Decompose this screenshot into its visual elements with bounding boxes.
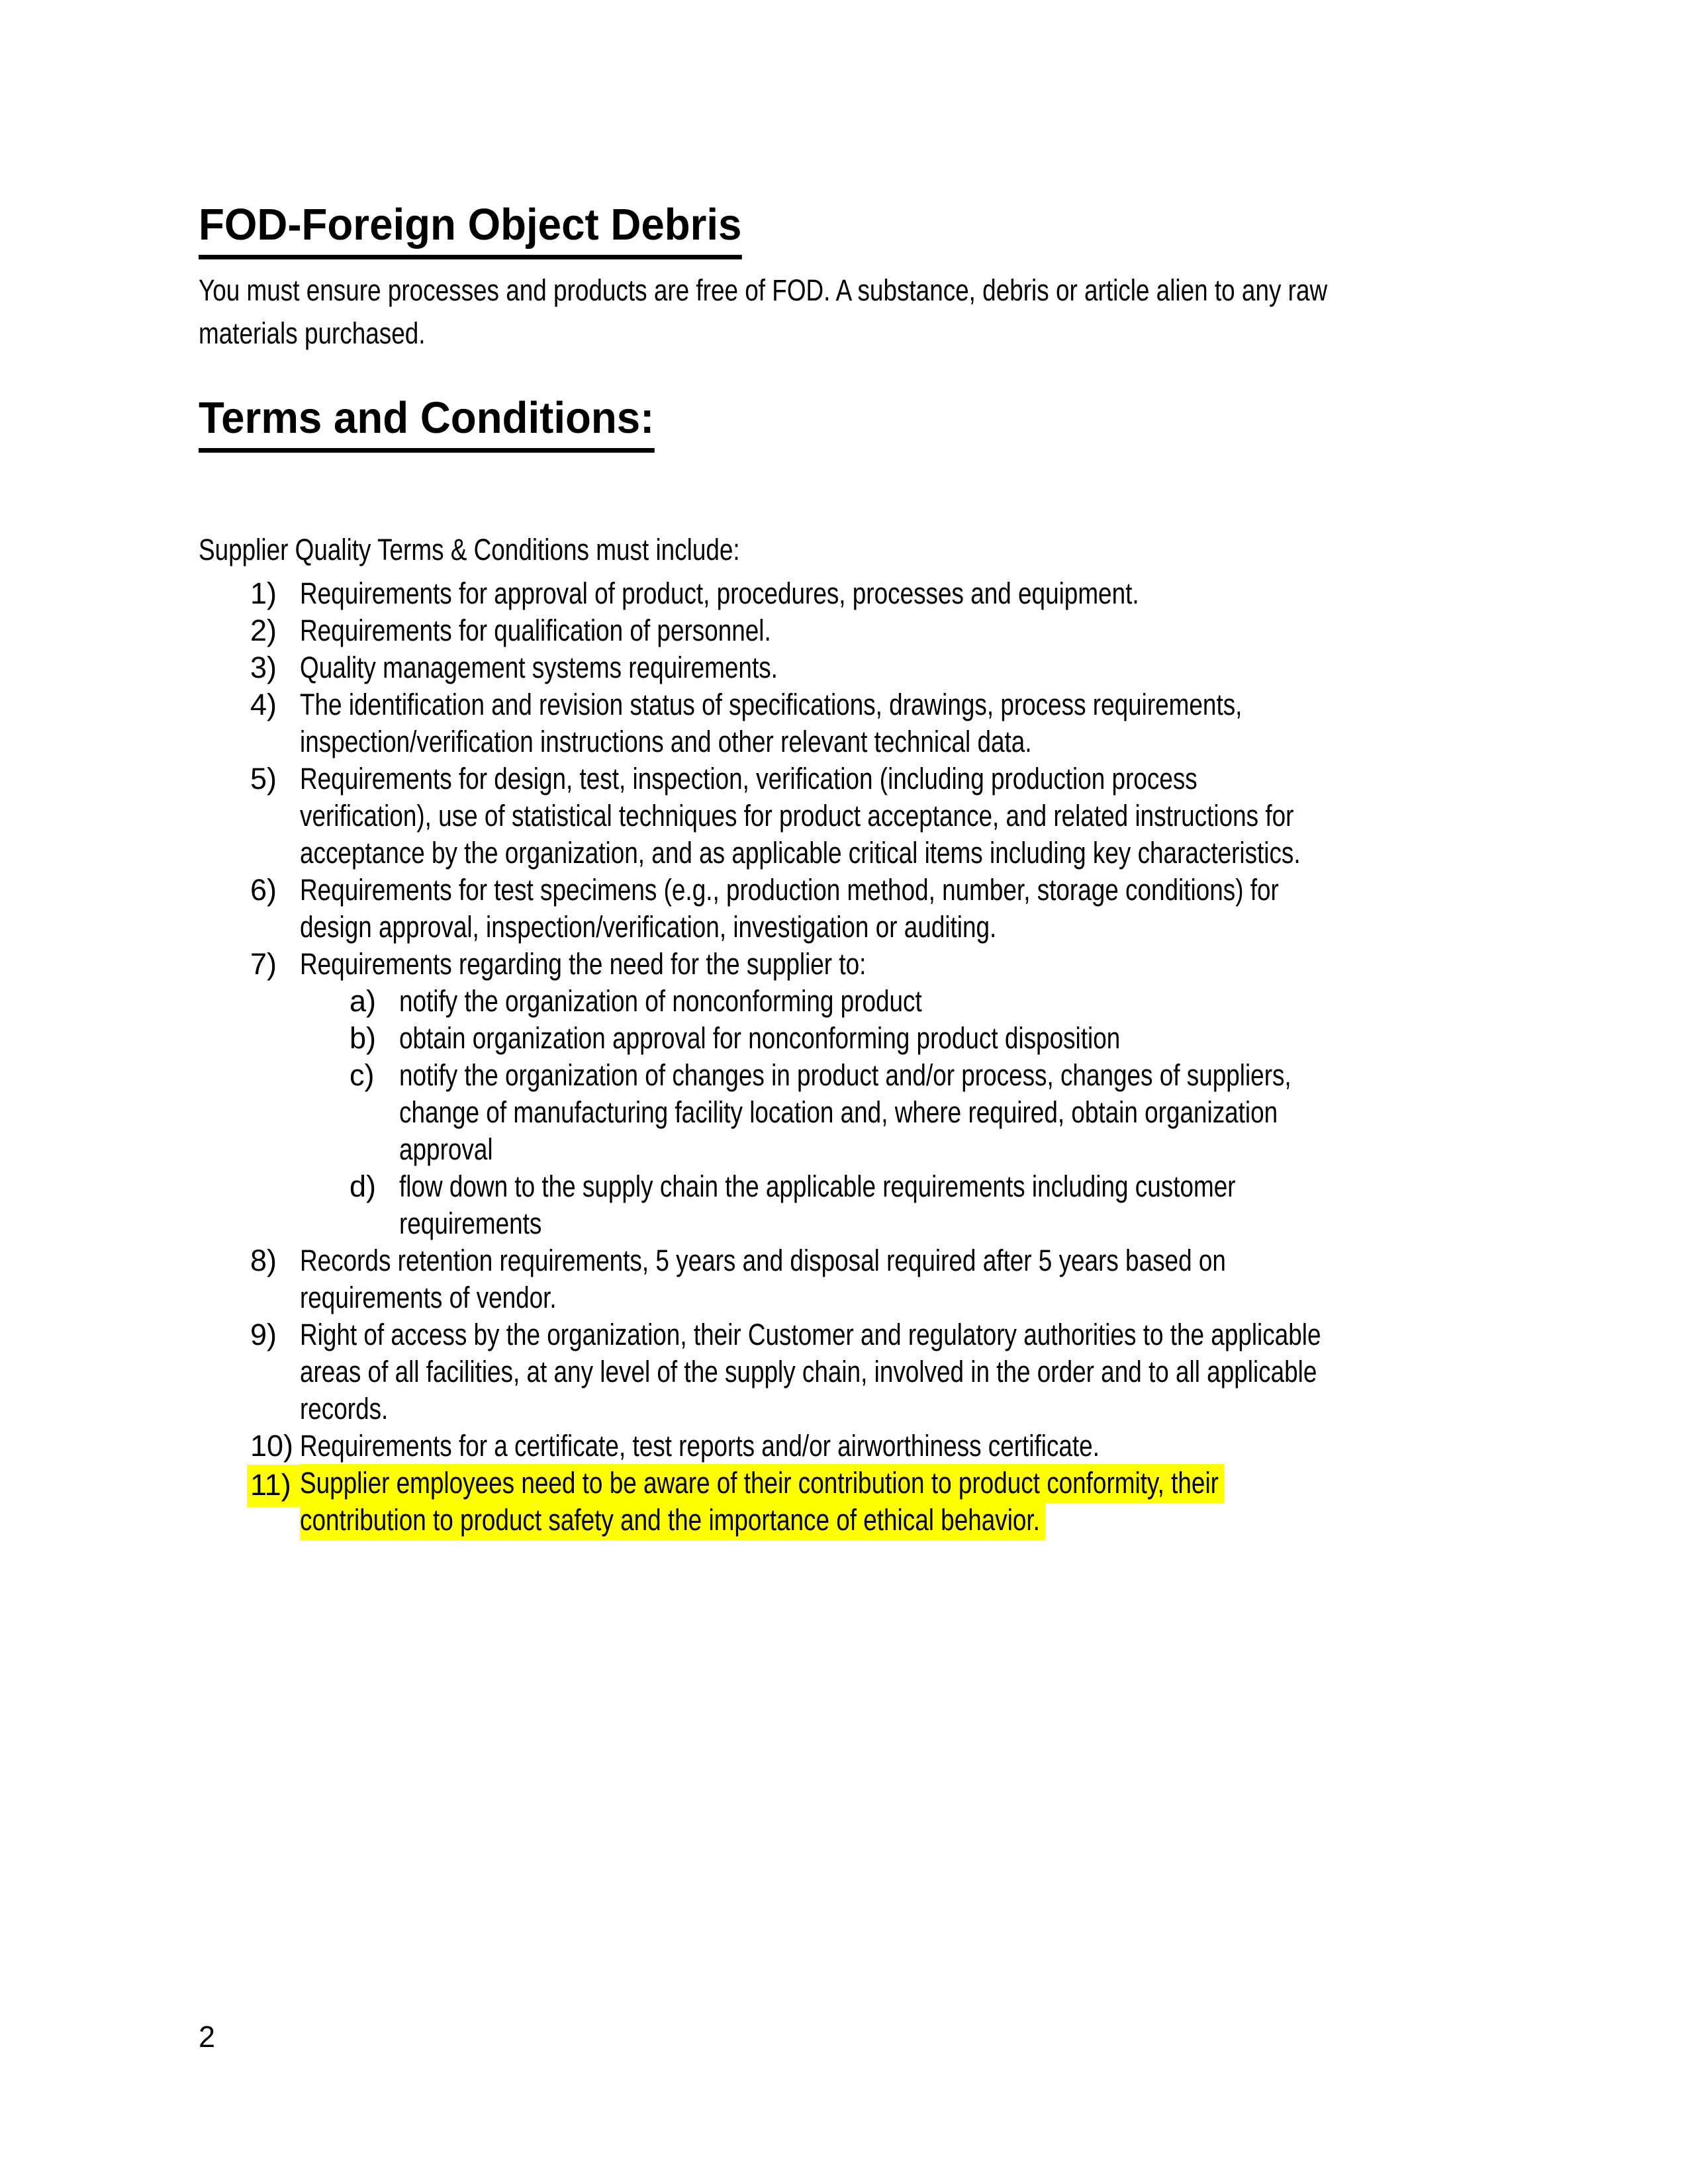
list-item-line: Requirements for design, test, inspection, verification (including production process <box>300 762 1197 796</box>
list-item <box>199 575 1489 612</box>
list-item <box>199 612 1489 649</box>
list-item-line: Requirements for a certificate, test reports and/or airworthiness certificate. <box>300 1429 1100 1463</box>
list-item-line: requirements <box>399 1206 542 1240</box>
list-item-line: Requirements regarding the need for the supplier to: <box>300 947 867 981</box>
list-item-number: 10) <box>250 1429 294 1463</box>
list-item <box>199 1428 1489 1465</box>
section-heading-text: Terms and Conditions: <box>199 392 654 453</box>
intro-line: materials purchased. <box>199 316 426 350</box>
list-item-line: notify the organization of nonconforming product <box>399 984 922 1018</box>
list-item-line: Requirements for test specimens (e.g., production method, number, storage conditions) for <box>300 873 1279 907</box>
sub-list-item <box>199 983 1489 1020</box>
list-item-line <box>300 1465 1276 1502</box>
list-item <box>199 1465 1489 1539</box>
list-item-line: approval <box>399 1132 493 1166</box>
list-item <box>199 946 1489 983</box>
list-item-number: 8) <box>250 1244 277 1277</box>
list-item <box>199 1316 1489 1428</box>
highlighted-text: Supplier employees need to be aware of their contribution to product conformity, their <box>300 1464 1224 1503</box>
document-title <box>199 0 1489 259</box>
section-heading <box>199 392 1489 453</box>
list-item-line <box>300 1502 1276 1539</box>
list-item-number: d) <box>350 1169 377 1203</box>
list-item-line: Requirements for approval of product, procedures, processes and equipment. <box>300 576 1139 610</box>
list-item-line: requirements of vendor. <box>300 1281 557 1314</box>
list-item-number: 2) <box>250 614 277 647</box>
list-item-number: 4) <box>250 688 277 721</box>
list-item <box>199 1242 1489 1316</box>
list-item-line: design approval, inspection/verification, investigation or auditing. <box>300 910 997 944</box>
list-item-number: 5) <box>250 762 277 796</box>
list-item <box>199 872 1489 946</box>
list-item-line: The identification and revision status of specifications, drawings, process requirements, <box>300 688 1243 721</box>
list-item-line: areas of all facilities, at any level of the supply chain, involved in the order and to all applicable <box>300 1355 1317 1388</box>
terms-list <box>199 575 1489 1539</box>
list-item-number: 9) <box>250 1318 277 1351</box>
list-item-number: 1) <box>250 576 277 610</box>
list-item <box>199 760 1489 872</box>
list-item-number: 11) <box>247 1465 303 1507</box>
list-item-line: change of manufacturing facility location and, where required, obtain organization <box>399 1095 1278 1129</box>
list-item-number: 7) <box>250 947 277 981</box>
list-item-line: notify the organization of changes in product and/or process, changes of suppliers, <box>399 1058 1291 1092</box>
list-item-line: acceptance by the organization, and as applicable critical items including key characteristics. <box>300 836 1301 870</box>
list-item-line: Right of access by the organization, their Customer and regulatory authorities to the applicable <box>300 1318 1321 1351</box>
sub-list-item <box>199 1168 1489 1242</box>
list-item <box>199 649 1489 686</box>
highlighted-text: contribution to product safety and the importance of ethical behavior. <box>300 1501 1045 1540</box>
list-item-number: b) <box>350 1021 377 1055</box>
list-item-line: Records retention requirements, 5 years and disposal required after 5 years based on <box>300 1244 1226 1277</box>
list-item-number: 3) <box>250 651 277 684</box>
intro-line: You must ensure processes and products are free of FOD. A substance, debris or article alien to any raw <box>199 273 1328 307</box>
list-item-number: 6) <box>250 873 277 907</box>
sub-list-item <box>199 1057 1489 1168</box>
list-item-number: c) <box>350 1058 375 1092</box>
list-item-line: Requirements for qualification of personnel. <box>300 614 771 647</box>
list-item-number: a) <box>350 984 377 1018</box>
document-title-text: FOD-Foreign Object Debris <box>199 199 741 259</box>
intro-paragraph <box>199 269 1489 355</box>
list-item <box>199 686 1489 760</box>
list-item-line: verification), use of statistical techniques for product acceptance, and related instructions for <box>300 799 1294 833</box>
list-item-line: obtain organization approval for nonconforming product disposition <box>399 1021 1121 1055</box>
list-intro: Supplier Quality Terms & Conditions must include: <box>199 533 740 567</box>
list-item-line: Quality management systems requirements. <box>300 651 778 684</box>
list-item-line: flow down to the supply chain the applicable requirements including customer <box>399 1169 1236 1203</box>
list-item-line: inspection/verification instructions and other relevant technical data. <box>300 725 1032 758</box>
list-item-line: records. <box>300 1392 389 1426</box>
page-number: 2 <box>199 2020 216 2054</box>
sub-list-item <box>199 1020 1489 1057</box>
